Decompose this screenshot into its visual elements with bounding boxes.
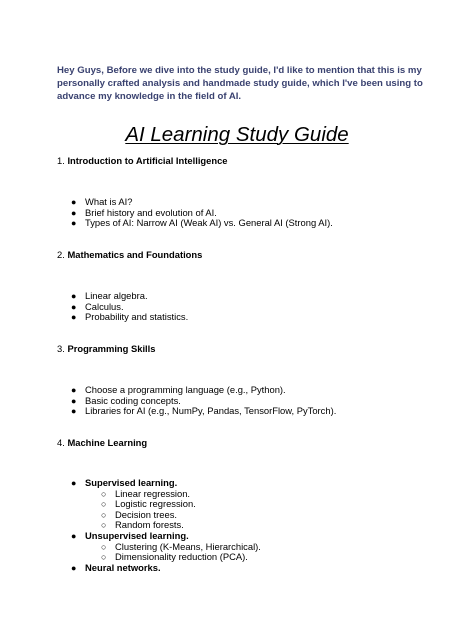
section-heading-1 — [57, 155, 228, 167]
hollow-bullet-icon: ○ — [101, 509, 107, 520]
sub-list-supervised — [57, 489, 261, 531]
sub-list-wrapper — [57, 489, 261, 531]
bullet-icon: ● — [71, 301, 77, 312]
bullet-icon: ● — [71, 207, 77, 218]
sub-list-item-text: Linear regression. — [115, 487, 191, 499]
list-item — [57, 218, 333, 229]
section-number: 2. — [57, 249, 65, 260]
section-number: 1. — [57, 155, 65, 166]
section-title: Programming Skills — [67, 343, 156, 354]
section-heading-4 — [57, 437, 147, 449]
section-heading-3 — [57, 343, 155, 355]
section-4-list — [57, 478, 261, 573]
bullet-icon: ● — [71, 530, 77, 541]
list-item-text: Probability and statistics. — [85, 311, 189, 323]
bullet-icon: ● — [71, 406, 77, 417]
bullet-icon: ● — [71, 312, 77, 323]
bullet-icon: ● — [71, 562, 77, 573]
sub-list-item-text: Random forests. — [115, 519, 184, 531]
list-item — [57, 406, 336, 417]
bullet-icon: ● — [71, 218, 77, 229]
bullet-icon: ● — [71, 478, 77, 488]
hollow-bullet-icon: ○ — [101, 488, 107, 499]
list-item-text: What is AI? — [85, 196, 133, 207]
list-item-text: Neural networks. — [85, 561, 161, 573]
list-item-text: Basic coding concepts. — [85, 394, 181, 406]
bullet-icon: ● — [71, 395, 77, 406]
intro-paragraph: Hey Guys, Before we dive into the study guide, I'd like to mention that this is my personally crafted analysis and handmade study guide, which I've been using to advance my knowledge in the field of AI. — [57, 65, 423, 102]
list-item-text: Libraries for AI (e.g., NumPy, Pandas, TensorFlow, PyTorch). — [85, 405, 337, 417]
list-item — [57, 563, 261, 574]
bullet-icon: ● — [71, 291, 77, 301]
sub-list-item-text: Logistic regression. — [115, 498, 196, 510]
section-title: Mathematics and Foundations — [67, 249, 203, 260]
section-number: 3. — [57, 343, 65, 354]
list-item-text: Supervised learning. — [85, 477, 178, 488]
list-item-text: Choose a programming language (e.g., Python). — [85, 384, 286, 395]
sub-list-item-text: Dimensionality reduction (PCA). — [115, 551, 248, 563]
list-item-text: Linear algebra. — [85, 290, 148, 301]
list-item-text: Calculus. — [85, 300, 124, 312]
hollow-bullet-icon: ○ — [101, 499, 107, 510]
section-1-list — [57, 197, 333, 229]
page-title-text: AI Learning Study Guide — [125, 123, 349, 146]
section-title: Machine Learning — [67, 437, 148, 448]
page-title — [0, 122, 474, 148]
hollow-bullet-icon: ○ — [101, 552, 107, 563]
section-3-list — [57, 385, 336, 417]
sub-list-item-text: Clustering (K-Means, Hierarchical). — [115, 540, 261, 552]
list-item-text: Unsupervised learning. — [85, 529, 189, 541]
hollow-bullet-icon: ○ — [101, 541, 107, 552]
section-number: 4. — [57, 437, 65, 448]
section-title: Introduction to Artificial Intelligence — [67, 155, 228, 166]
sub-list-item-text: Decision trees. — [115, 508, 178, 520]
list-item — [57, 312, 188, 323]
sub-list-wrapper — [57, 542, 261, 563]
list-item-text: Types of AI: Narrow AI (Weak AI) vs. General AI (Strong AI). — [85, 217, 333, 229]
bullet-icon: ● — [71, 197, 77, 207]
list-item-text: Brief history and evolution of AI. — [85, 206, 217, 218]
sub-list-unsupervised — [57, 542, 261, 563]
section-2-list — [57, 291, 188, 323]
hollow-bullet-icon: ○ — [101, 520, 107, 531]
section-heading-2 — [57, 249, 202, 261]
bullet-icon: ● — [71, 385, 77, 395]
